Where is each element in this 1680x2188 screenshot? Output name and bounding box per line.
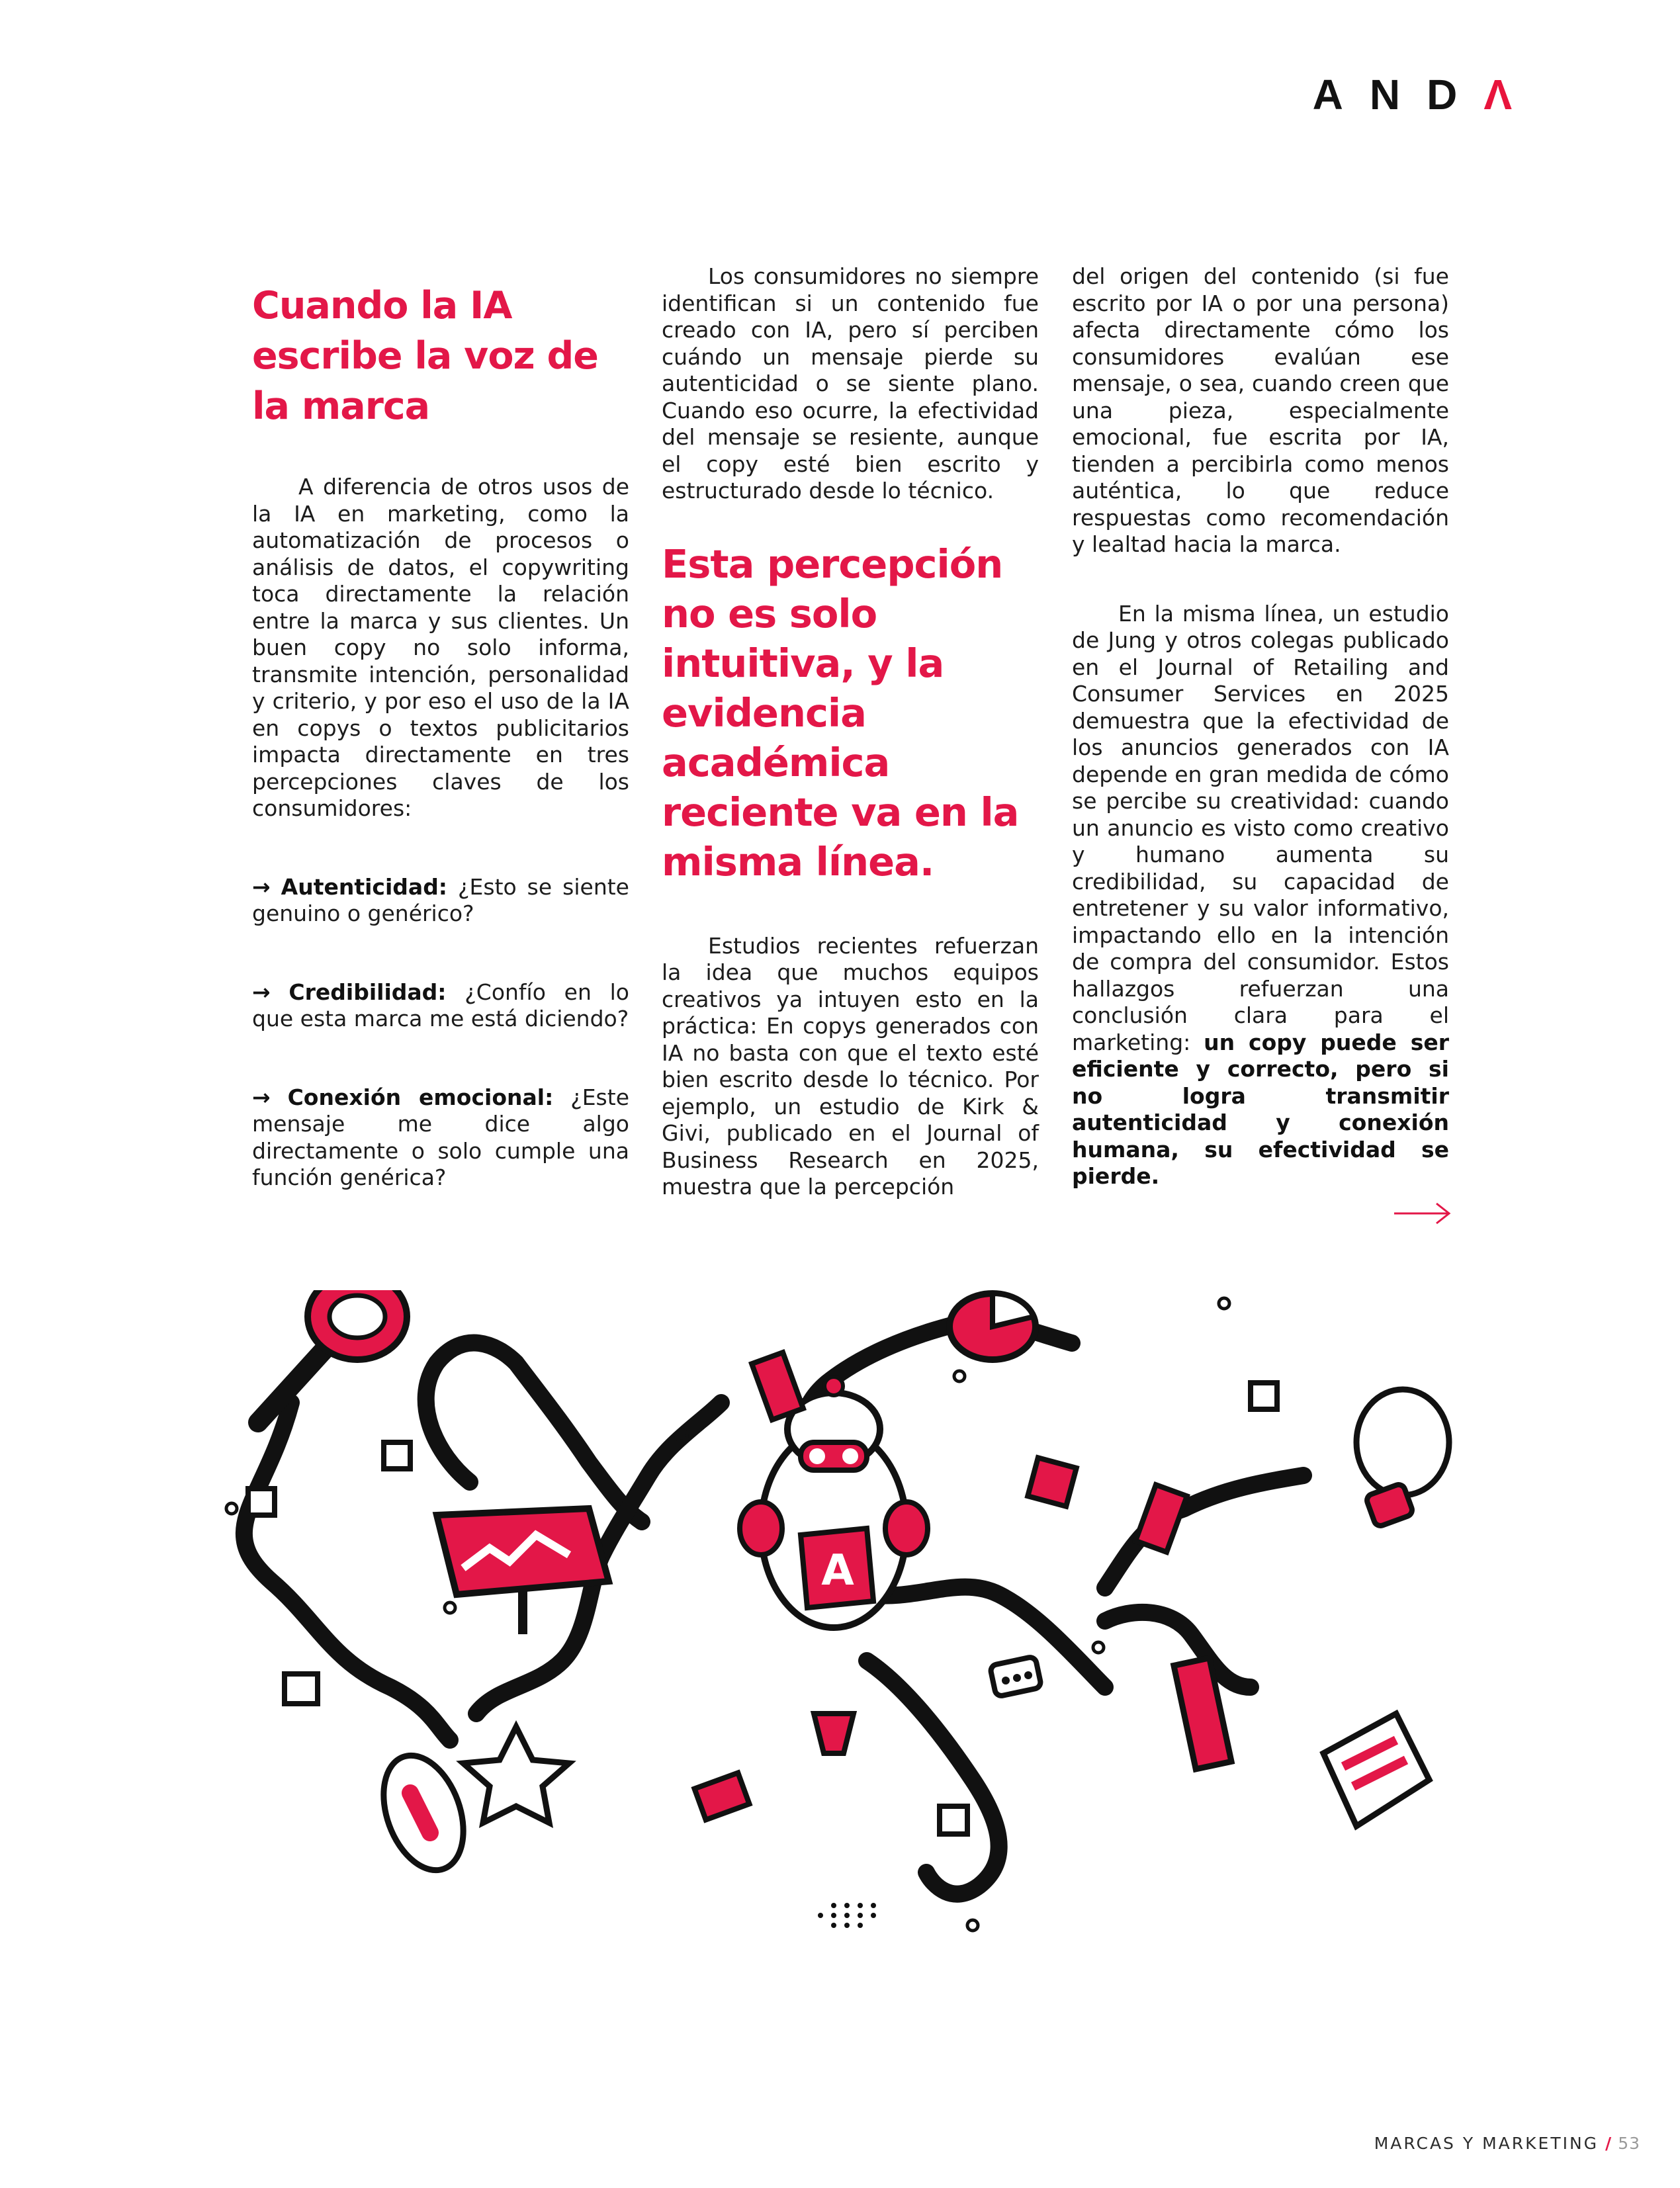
star-icon (463, 1727, 569, 1823)
cable (426, 1343, 642, 1522)
cable (867, 1587, 1105, 1687)
logo-accent: Λ (1483, 71, 1538, 118)
footer-separator: / (1605, 2134, 1612, 2153)
intro-paragraph: A diferencia de otros usos de la IA en marketing, como la automatización de procesos o análisis de datos, el copywriting toca directamente la relación entre la marca y sus clientes. Un buen copy no solo informa, transmite intención, personalidad y criterio, y por eso el uso de la IA en copys o textos publicitarios impacta directamente en tres percepciones claves de los consumidores: (252, 474, 629, 821)
cable (1105, 1475, 1304, 1588)
bullet-arrow: → (252, 873, 271, 900)
column3-paragraph-2 (1072, 601, 1449, 1190)
page-number: 53 (1618, 2134, 1640, 2153)
brand-logo (1313, 70, 1538, 119)
article-title: Cuando la IA escribe la voz de la marca (252, 284, 598, 428)
bullet-authenticity (252, 874, 629, 928)
document-icon (1323, 1714, 1429, 1826)
logo-text: AND (1312, 71, 1484, 118)
column2-paragraph-2: Estudios recientes refuerzan la idea que muchos equipos creativos ya intuyen esto en la práctica: En copys generados con IA no basta con que el texto esté bien escrito desde lo técnico. Por ejemplo, un estudio de Kirk & Givi, publicado en el Journal of Business Research en 2025, muestra que la percepción (662, 932, 1039, 1200)
pie-chart-icon (950, 1293, 1036, 1360)
bullet-label: Autenticidad: (281, 873, 448, 900)
ai-marketing-illustration (218, 1290, 1476, 1939)
column-2 (662, 263, 1039, 1201)
bullet-arrow: → (252, 979, 271, 1005)
dot-grid (818, 1903, 876, 1928)
bullet-emotional-connection (252, 1084, 629, 1192)
column2-paragraph-1: Los consumidores no siempre identifican si un contenido fue creado con IA, pero sí perciben cuándo un mensaje pierde su autenticidad o se siente plano. Cuando eso ocurre, la efectividad del mensaje se resiente, aunque el copy esté bien escrito y estructurado desde lo técnico. (662, 263, 1039, 503)
bullet-label: Credibilidad: (288, 979, 447, 1005)
chat-bubble-icon (990, 1656, 1041, 1697)
cable (867, 1661, 999, 1894)
bullet-text: ¿Confío en lo que esta marca me está diciendo? (252, 979, 629, 1031)
page-footer (1374, 2134, 1640, 2153)
bullet-text: ¿Este mensaje me dice algo directamente o solo cumple una función genérica? (252, 1084, 629, 1190)
section-name: MARCAS Y MARKETING (1374, 2134, 1599, 2153)
column-3 (1072, 263, 1449, 1190)
bullet-text: ¿Esto se siente genuino o genérico? (252, 873, 629, 926)
sparkle-marks (226, 1298, 1229, 1931)
column-1 (252, 263, 629, 1192)
continue-arrow-icon (1393, 1200, 1452, 1227)
bullet-label: Conexión emocional: (287, 1084, 554, 1110)
column3-conclusion: un copy puede ser eficiente y correcto, pero si no logra transmitir autenticidad y conexión humana, su efectividad se pierde. (1072, 1029, 1449, 1189)
bullet-credibility (252, 979, 629, 1033)
bullet-arrow: → (252, 1084, 271, 1110)
column3-paragraph-1: del origen del contenido (si fue escrito por IA o por una persona) afecta directamente cómo los consumidores evalúan ese mensaje, o sea, cuando creen que una pieza, especialmente emocional, fue escrita por IA, tienden a percibirla como menos auténtica, lo que reduce respuestas como recomendación y lealtad hacia la marca. (1072, 263, 1449, 557)
lightbulb-icon (1356, 1389, 1449, 1528)
pull-quote: Esta percepción no es solo intuitiva, y la evidencia académica reciente va en la misma línea. (662, 541, 1019, 885)
column3-paragraph-2-text: En la misma línea, un estudio de Jung y otros colegas publicado en el Journal of Retailing and Consumer Services en 2025 demuestra que la efectividad de los anuncios generados con IA depende en gran medida de cómo se percibe su creatividad: cuando un anuncio es visto como creativo y humano aumenta su credibilidad, su capacidad de entretener y su valor informativo, impactando ello en la intención de compra del consumidor. Estos hallazgos refuerzan una conclusión clara para el marketing: (1072, 600, 1449, 1055)
robot-badge: A (821, 1546, 854, 1595)
magnifier-icon (258, 1290, 407, 1422)
cable (244, 1403, 450, 1740)
